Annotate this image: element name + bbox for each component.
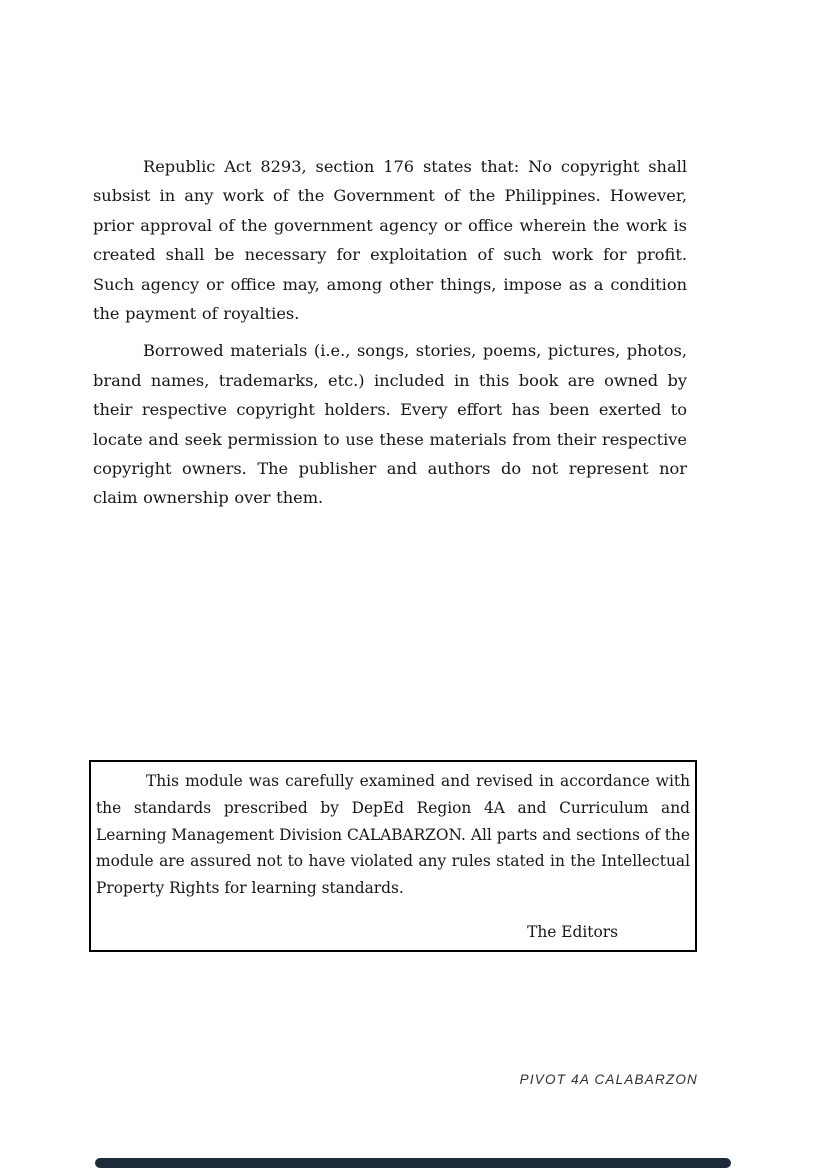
copyright-paragraph-borrowed-materials: Borrowed materials (i.e., songs, stories, poems, pictures, photos, brand names, trademarks, etc.) included in this book are owned by their respective copyright holders. Every effort has been exerted to locate and seek permission to use these materials from their respective copyright owners. The publisher and authors do not represent nor claim ownership over them. — [93, 341, 687, 508]
copyright-paragraph-republic-act: Republic Act 8293, section 176 states that: No copyright shall subsist in any work of the Government of the Philippines. However, prior approval of the government agency or office wherein the work is created shall be necessary for exploitation of such work for profit. Such agency or office may, among other things, impose as a condition the payment of royalties. — [93, 157, 687, 324]
notice-paragraph: This module was carefully examined and revised in accordance with the standards prescribed by DepEd Region 4A and Curriculum and Learning Management Division CALABARZON. All parts and sections of the module are assured not to have violated any rules stated in the Intellectual Property Rights for learning standards. — [96, 772, 690, 898]
notice-signature: The Editors — [527, 922, 618, 941]
editors-notice-box — [89, 760, 697, 952]
footer-accent-bar — [95, 1158, 731, 1168]
footer-brand-label: PIVOT 4A CALABARZON — [519, 1072, 698, 1087]
copyright-text-block — [93, 152, 687, 513]
